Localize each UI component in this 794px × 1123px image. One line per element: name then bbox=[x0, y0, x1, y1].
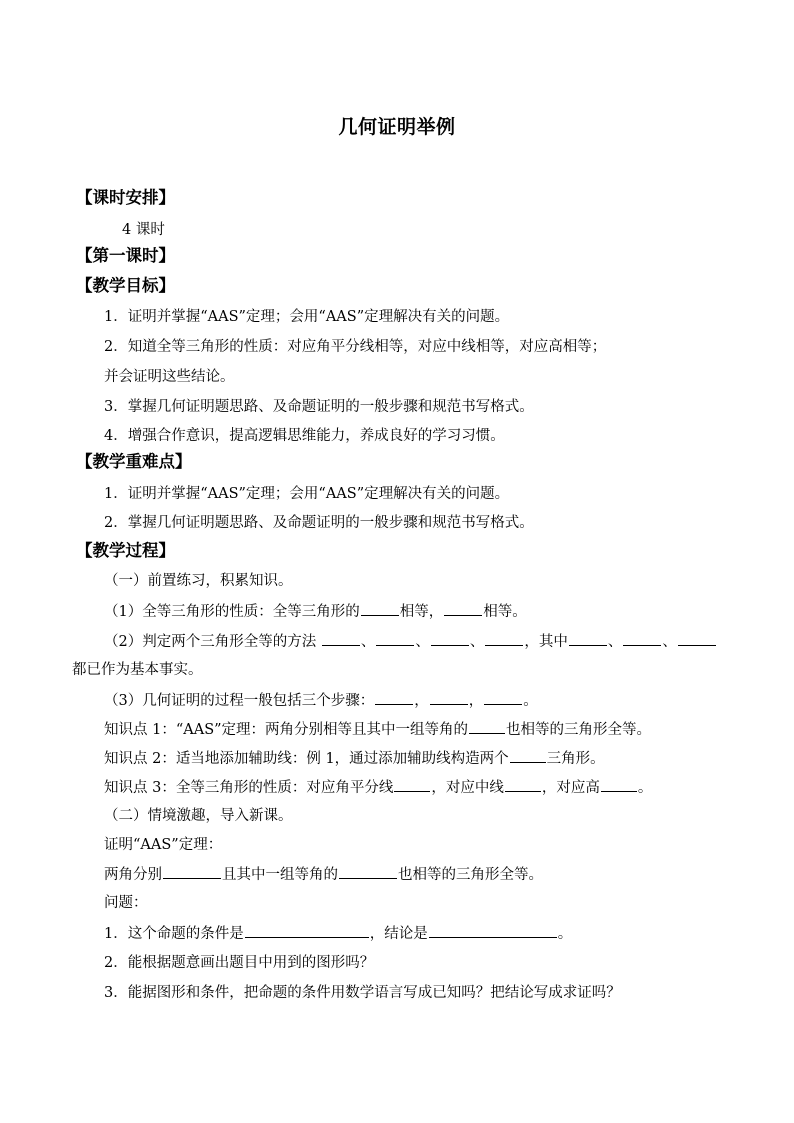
knowledge-1-text: 知识点 1：“AAS”定理：两角分别相等且其中一组等角的 bbox=[104, 722, 469, 738]
question-a-text: 1．这个命题的条件是 bbox=[104, 926, 244, 942]
question-2-text: ，其中 bbox=[524, 634, 568, 650]
blank bbox=[394, 777, 430, 792]
goal-4: 4．增强合作意识，提高逻辑思维能力，养成良好的学习习惯。 bbox=[104, 428, 505, 444]
question-1-text: （1）全等三角形的性质：全等三角形的 bbox=[104, 604, 360, 620]
separator: 。 bbox=[557, 926, 573, 942]
blank bbox=[505, 777, 541, 792]
blank bbox=[444, 601, 482, 616]
theorem-text: 且其中一组等角的 bbox=[222, 867, 338, 883]
question-a-text: ，结论是 bbox=[369, 926, 428, 942]
question-1-text: 相等。 bbox=[483, 604, 527, 620]
question-2 bbox=[104, 631, 717, 652]
knowledge-2 bbox=[104, 748, 605, 769]
question-c: 3．能据图形和条件，把命题的条件用数学语言写成已知吗？把结论写成求证吗？ bbox=[104, 985, 621, 1001]
blank bbox=[485, 631, 523, 646]
blank bbox=[510, 748, 546, 763]
goal-2: 2．知道全等三角形的性质：对应角平分线相等，对应中线相等，对应高相等； bbox=[104, 339, 607, 355]
blank bbox=[623, 631, 661, 646]
blank bbox=[601, 777, 637, 792]
question-3-text: （3）几何证明的过程一般包括三个步骤： bbox=[104, 693, 375, 709]
blank bbox=[339, 864, 397, 879]
knowledge-2-text: 三角形。 bbox=[546, 751, 605, 767]
separator: 、 bbox=[662, 634, 677, 650]
question-3 bbox=[104, 690, 538, 711]
knowledge-3-text: ，对应中线 bbox=[431, 780, 504, 796]
question-1-text: 相等， bbox=[399, 604, 444, 620]
blank bbox=[361, 601, 399, 616]
separator: 、 bbox=[360, 634, 376, 650]
goal-2-cont: 并会证明这些结论。 bbox=[104, 369, 235, 385]
blank bbox=[484, 690, 522, 705]
question-2-text: （2）判定两个三角形全等的方法 bbox=[104, 634, 317, 650]
knowledge-2-text: 知识点 2：适当地添加辅助线：例 1，通过添加辅助线构造两个 bbox=[104, 751, 509, 767]
process-part-2: （二）情境激趣，导入新课。 bbox=[104, 808, 293, 824]
knowledge-1 bbox=[104, 719, 651, 740]
knowledge-1-text: 也相等的三角形全等。 bbox=[506, 722, 652, 738]
blank bbox=[431, 631, 469, 646]
separator: ， bbox=[414, 693, 429, 709]
blank bbox=[375, 690, 413, 705]
blank bbox=[569, 631, 607, 646]
knowledge-3 bbox=[104, 777, 652, 798]
blank bbox=[469, 719, 505, 734]
blank bbox=[376, 631, 414, 646]
blank bbox=[322, 631, 360, 646]
questions-heading: 问题： bbox=[104, 895, 148, 911]
separator: 、 bbox=[469, 634, 485, 650]
heading-key-points: 【教学重难点】 bbox=[76, 452, 192, 471]
key-2: 2．掌握几何证明题思路、及命题证明的一般步骤和规范书写格式。 bbox=[104, 515, 534, 531]
separator: ， bbox=[468, 693, 484, 709]
blank bbox=[163, 864, 221, 879]
heading-first-lesson: 【第一课时】 bbox=[76, 246, 175, 265]
question-a bbox=[104, 923, 572, 944]
theorem-text: 两角分别 bbox=[104, 867, 162, 883]
separator: 、 bbox=[607, 634, 623, 650]
question-1 bbox=[104, 601, 527, 622]
separator: 。 bbox=[523, 693, 538, 709]
doc-title: 几何证明举例 bbox=[338, 116, 456, 138]
schedule-text: 4 课时 bbox=[122, 222, 165, 238]
knowledge-3-text: ，对应高 bbox=[541, 780, 600, 796]
key-1: 1．证明并掌握“AAS”定理；会用“AAS”定理解决有关的问题。 bbox=[104, 486, 510, 502]
heading-goals: 【教学目标】 bbox=[76, 276, 175, 295]
blank bbox=[678, 631, 716, 646]
separator: 、 bbox=[415, 634, 430, 650]
separator: 。 bbox=[637, 780, 653, 796]
heading-schedule: 【课时安排】 bbox=[76, 188, 175, 207]
blank bbox=[430, 690, 468, 705]
goal-1: 1．证明并掌握“AAS”定理；会用“AAS”定理解决有关的问题。 bbox=[104, 309, 510, 325]
heading-process: 【教学过程】 bbox=[76, 541, 175, 560]
process-part-1: （一）前置练习，积累知识。 bbox=[104, 573, 293, 589]
proof-heading: 证明“AAS”定理： bbox=[104, 837, 223, 853]
theorem-statement bbox=[104, 864, 543, 885]
question-2-cont: 都已作为基本事实。 bbox=[72, 662, 203, 678]
question-b: 2．能根据题意画出题目中用到的图形吗？ bbox=[104, 955, 375, 971]
theorem-text: 也相等的三角形全等。 bbox=[398, 867, 543, 883]
blank bbox=[429, 923, 557, 938]
goal-3: 3．掌握几何证明题思路、及命题证明的一般步骤和规范书写格式。 bbox=[104, 399, 534, 415]
blank bbox=[245, 923, 369, 938]
knowledge-3-text: 知识点 3：全等三角形的性质：对应角平分线 bbox=[104, 780, 394, 796]
